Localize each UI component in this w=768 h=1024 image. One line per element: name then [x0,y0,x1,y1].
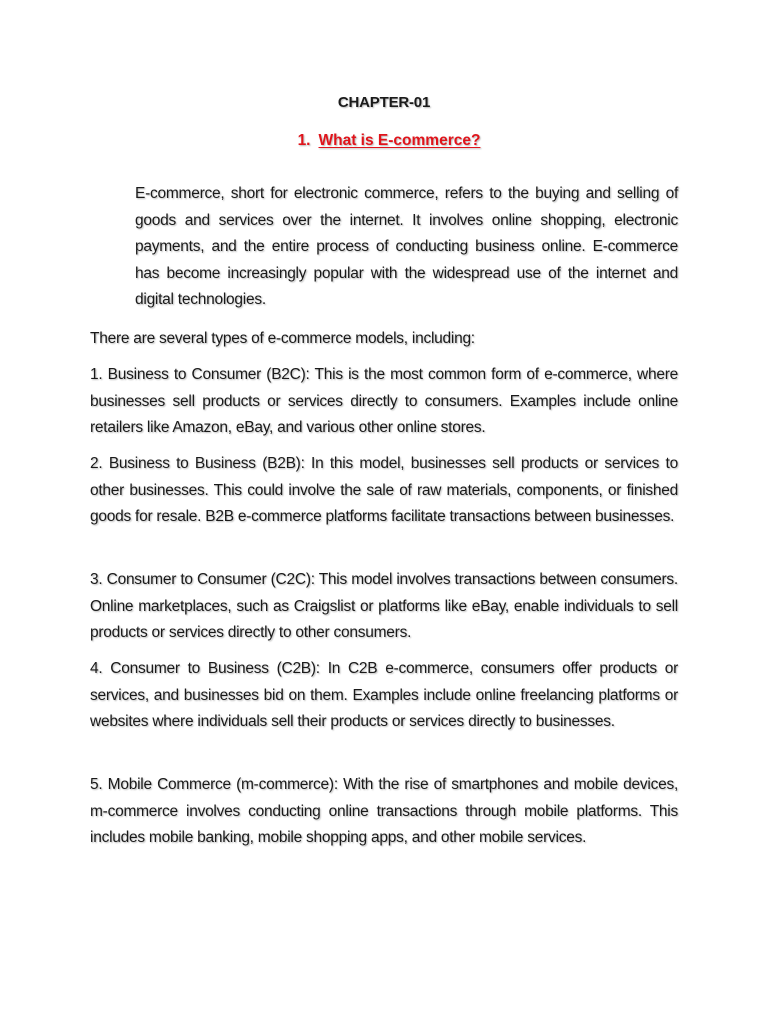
types-intro-paragraph: There are several types of e-commerce models, including: [90,330,475,347]
model-b2c-paragraph: 1. Business to Consumer (B2C): This is the most common form of e-commerce, where businesses sell products or services directly to consumers. Examples include online retailers like Amazon, eBay, and various other online stores. [90,366,678,436]
model-mcommerce-paragraph: 5. Mobile Commerce (m-commerce): With the rise of smartphones and mobile devices, m-commerce involves conducting online transactions through mobile platforms. This includes mobile banking, mobile shopping apps, and other mobile services. [90,776,678,846]
model-b2b-paragraph: 2. Business to Business (B2B): In this model, businesses sell products or services to other businesses. This could involve the sale of raw materials, components, or finished goods for resale. B2B e-commerce platforms facilitate transactions between businesses. [90,455,678,525]
section-title: What is E-commerce? [318,132,481,149]
intro-paragraph: E-commerce, short for electronic commerce, refers to the buying and selling of goods and services over the internet. It involves online shopping, electronic payments, and the entire process of conducting business online. E-commerce has become increasingly popular with the widespread use of the internet and digital technologies. [135,185,678,308]
chapter-title: CHAPTER-01 [337,94,431,111]
section-heading [0,132,768,150]
section-number: 1. [297,132,311,149]
model-c2b-paragraph: 4. Consumer to Business (C2B): In C2B e-commerce, consumers offer products or services, and businesses bid on them. Examples include online freelancing platforms or websites where individuals sell their products or services directly to businesses. [90,660,678,730]
model-c2c-paragraph: 3. Consumer to Consumer (C2C): This model involves transactions between consumers. Online marketplaces, such as Craigslist or platforms like eBay, enable individuals to sell products or services directly to other consumers. [90,571,678,641]
